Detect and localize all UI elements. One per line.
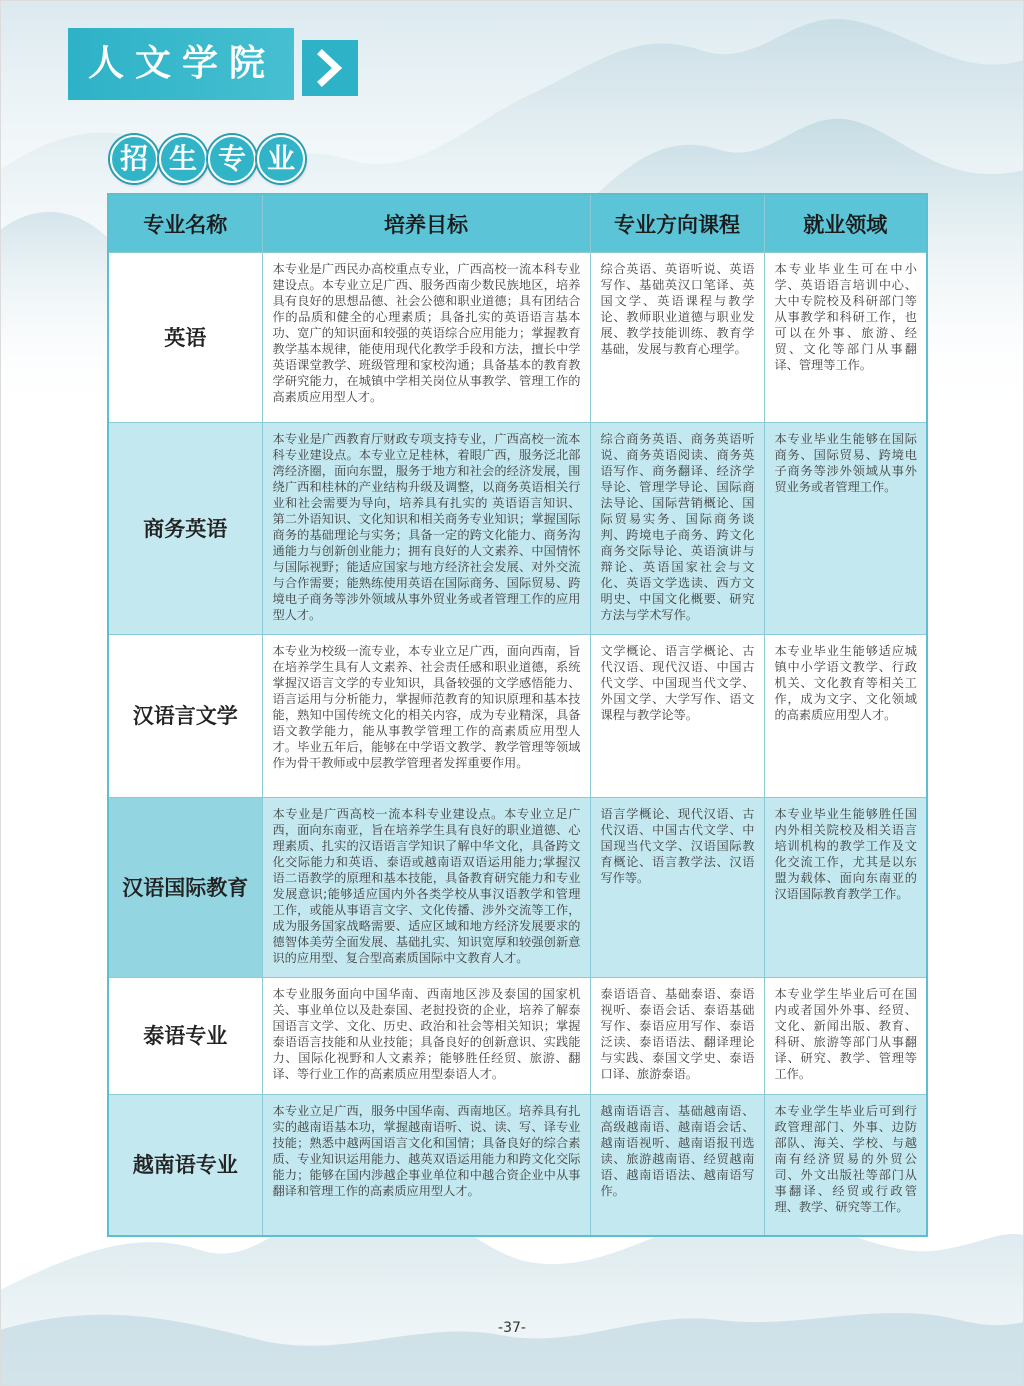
- employment-fields: 本专业毕业生能够适应城镇中小学语文教学、行政机关、文化教育等相关工作，成为文字、文化领域的高素质应用型人才。: [764, 635, 927, 798]
- direction-courses: 越南语语言、基础越南语、高级越南语、越南语会话、越南语视听、越南语报刊选读、旅游越南语、经贸越南语、越南语语法、越南语写作。: [590, 1095, 764, 1236]
- chevron-right-icon: [302, 40, 358, 96]
- section-title-char: 招: [110, 135, 158, 183]
- header-direction-courses: 专业方向课程: [590, 194, 764, 253]
- major-row-english: [108, 253, 927, 423]
- table-header-row: [108, 194, 927, 253]
- section-title-char: 专: [208, 135, 256, 183]
- major-name: 越南语专业: [108, 1095, 262, 1236]
- major-row-chinese-language-literature: [108, 635, 927, 798]
- major-row-thai: [108, 978, 927, 1095]
- employment-fields: 本专业学生毕业后可到行政管理部门、外事、边防部队、海关、学校、与越南有经济贸易的外贸公司、外文出版社等部门从事翻译、经贸或行政管理、教学、研究等工作。: [764, 1095, 927, 1236]
- section-title-char: 业: [257, 135, 305, 183]
- training-goal: 本专业为校级一流专业，本专业立足广西，面向西南，旨在培养学生具有人文素养、社会责任感和职业道德，系统掌握汉语言文学的专业知识，具备较强的文学感悟能力、语言运用与分析能力，掌握师范教育的知识原理和基本技能，熟知中国传统文化的相关内容，成为专业精深，具备语文教学能力，能从事教学管理工作的高素质应用型人才。毕业五年后，能够在中学语文教学、教学管理等领域作为骨干教师或中层教学管理者发挥重要作用。: [262, 635, 590, 798]
- section-title-char: 生: [159, 135, 207, 183]
- major-name: 英语: [108, 253, 262, 423]
- training-goal: 本专业立足广西，服务中国华南、西南地区。培养具有扎实的越南语基本功，掌握越南语听、说、读、写、译专业技能；熟悉中越两国语言文化和国情；具备良好的综合素质、专业知识运用能力、越英双语运用能力和跨文化交际能力；能够在国内涉越企事业单位和中越合资企业中从事翻译和管理工作的高素质应用型人才。: [262, 1095, 590, 1236]
- employment-fields: 本专业毕业生可在中小学、英语语言培训中心、大中专院校及科研部门等从事教学和科研工作，也可以在外事、旅游、经贸、文化等部门从事翻译、管理等工作。: [764, 253, 927, 423]
- training-goal: 本专业是广西高校一流本科专业建设点。本专业立足广西，面向东南亚，旨在培养学生具有良好的职业道德、心理素质、扎实的汉语语言学知识了解中华文化，具备跨文化交际能力和英语、泰语或越南语双语运用能力;掌握汉语二语教学的原理和基本技能，具备教育研究能力和专业发展意识;能够适应国内外各类学校从事汉语教学和管理工作，或能从事语言文字、文化传播、涉外交流等工作，成为服务国家战略需要、适应区域和地方经济发展要求的德智体美劳全面发展、基础扎实、知识宽厚和较强创新意识的应用型、复合型高素质国际中文教育人才。: [262, 798, 590, 978]
- majors-table: [107, 193, 928, 1237]
- major-row-vietnamese: [108, 1095, 927, 1236]
- major-name: 汉语言文学: [108, 635, 262, 798]
- header-major-name: 专业名称: [108, 194, 262, 253]
- major-name: 商务英语: [108, 423, 262, 635]
- direction-courses: 语言学概论、现代汉语、古代汉语、中国古代文学、中国现当代文学、汉语国际教育概论、语言教学法、汉语写作等。: [590, 798, 764, 978]
- employment-fields: 本专业毕业生能够在国际商务、国际贸易、跨境电子商务等涉外领域从事外贸业务或者管理工作。: [764, 423, 927, 635]
- page-number: -37-: [498, 1320, 526, 1336]
- training-goal: 本专业服务面向中国华南、西南地区涉及泰国的国家机关、事业单位以及赴泰国、老挝投资的企业，培养了解泰国语言文学、文化、历史、政治和社会等相关知识；掌握泰语语言技能和从业技能；具备良好的创新意识、实践能力、国际化视野和人文素养；能够胜任经贸、旅游、翻译、等行业工作的高素质应用型泰语人才。: [262, 978, 590, 1095]
- direction-courses: 综合英语、英语听说、英语写作、基础英汉口笔译、英国文学、英语课程与教学论、教师职业道德与职业发展、教学技能训练、教育学基础，发展与教育心理学。: [590, 253, 764, 423]
- major-row-chinese-international-education: [108, 798, 927, 978]
- direction-courses: 文学概论、语言学概论、古代汉语、现代汉语、中国古代文学、中国现当代文学、外国文学、大学写作、语文课程与教学论等。: [590, 635, 764, 798]
- training-goal: 本专业是广西教育厅财政专项支持专业，广西高校一流本科专业建设点。本专业立足桂林，着眼广西，服务泛北部湾经济圈，面向东盟，服务于地方和社会的经济发展，围绕广西和桂林的产业结构升级及调整，以商务英语相关行业和社会需要为导向，培养具有扎实的 英语语言知识、第二外语知识、文化知识和相关商务专业知识；掌握国际商务的基础理论与实务；具备一定的跨文化能力、商务沟通能力与创新创业能力；拥有良好的人文素养、中国情怀与国际视野；能适应国家与地方经济社会发展、对外交流与合作需要；能熟练使用英语在国际商务、国际贸易、跨境电子商务等涉外领域从事外贸业务或者管理工作的应用型人才。: [262, 423, 590, 635]
- header-training-goal: 培养目标: [262, 194, 590, 253]
- section-title: [110, 135, 306, 183]
- major-row-business-english: [108, 423, 927, 635]
- header-employment-fields: 就业领域: [764, 194, 927, 253]
- direction-courses: 综合商务英语、商务英语听说、商务英语阅读、商务英语写作、商务翻译、经济学导论、管理学导论、国际商法导论、国际营销概论、国际贸易实务、国际商务谈判、跨境电子商务、跨文化商务交际导论、英语演讲与辩论、英语国家社会与文化、英语文学选读、西方文明史、中国文化概要、研究方法与学术写作。: [590, 423, 764, 635]
- employment-fields: 本专业学生毕业后可在国内或者国外外事、经贸、文化、新闻出版、教育、科研、旅游等部门从事翻译、研究、教学、管理等工作。: [764, 978, 927, 1095]
- direction-courses: 泰语语音、基础泰语、泰语视听、泰语会话、泰语基础写作、泰语应用写作、泰语泛读、泰语语法、翻译理论与实践、泰国文学史、泰语口译、旅游泰语。: [590, 978, 764, 1095]
- employment-fields: 本专业毕业生能够胜任国内外相关院校及相关语言培训机构的教学工作及文化交流工作，尤其是以东盟为载体、面向东南亚的汉语国际教育教学工作。: [764, 798, 927, 978]
- major-name: 汉语国际教育: [108, 798, 262, 978]
- training-goal: 本专业是广西民办高校重点专业，广西高校一流本科专业建设点。本专业立足广西、服务西南少数民族地区，培养具有良好的思想品德、社会公德和职业道德；具有团结合作的品质和健全的心理素质；具备扎实的英语语言基本功、宽广的知识面和较强的英语综合应用能力；掌握教育教学基本规律，能使用现代化教学手段和方法，擅长中学英语课堂教学、班级管理和家校沟通；具备基本的教育教学研究能力，在城镇中学相关岗位从事教学、管理工作的高素质应用型人才。: [262, 253, 590, 423]
- page-title: 人文学院: [88, 43, 277, 84]
- major-name: 泰语专业: [108, 978, 262, 1095]
